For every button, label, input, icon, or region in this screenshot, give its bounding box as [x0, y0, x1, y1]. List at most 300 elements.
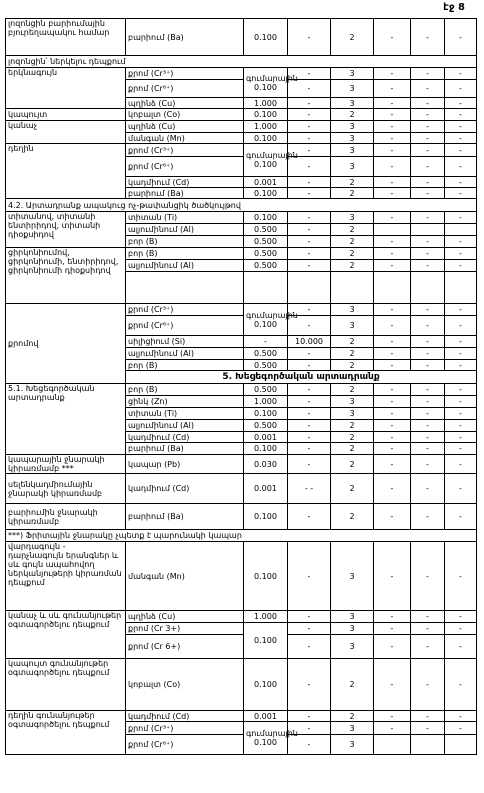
table-cell	[411, 272, 445, 304]
table-cell: ալյումինում (Al)	[126, 224, 244, 236]
table-cell: կապույտ գունանյութեր օգտագործելու դեպքում	[6, 659, 126, 711]
table-cell: տիտան (Ti)	[126, 212, 244, 224]
table-cell: -	[288, 177, 331, 188]
table-cell: -	[411, 157, 445, 177]
table-cell: -	[374, 144, 411, 157]
table-row	[6, 199, 477, 212]
table-cell: -	[445, 504, 477, 530]
table-cell: -	[288, 623, 331, 635]
table-cell: -	[374, 177, 411, 188]
table-cell: 2	[331, 188, 374, 199]
table-row	[6, 530, 477, 542]
table-cell: -	[411, 98, 445, 109]
table-cell: բարիում (Ba)	[126, 443, 244, 455]
table-cell: -	[411, 443, 445, 455]
table-row	[6, 384, 477, 396]
table-cell: -	[374, 711, 411, 722]
table-cell: -	[445, 474, 477, 504]
table-cell: 2	[331, 504, 374, 530]
table-cell: -	[288, 248, 331, 260]
table-cell: -	[445, 443, 477, 455]
table-row	[6, 304, 477, 316]
table-row	[6, 56, 477, 68]
table-cell: -	[445, 611, 477, 623]
table-cell: կադմիում (Cd)	[126, 177, 244, 188]
table-cell: -	[288, 98, 331, 109]
table-row	[6, 455, 477, 474]
table-cell: 3	[331, 396, 374, 408]
table-cell: -	[374, 188, 411, 199]
table-cell: -	[411, 144, 445, 157]
table-cell: -	[411, 623, 445, 635]
table-cell: 0.001	[244, 177, 288, 188]
table-cell: -	[374, 316, 411, 336]
table-cell: 3	[331, 623, 374, 635]
table-cell: -	[411, 504, 445, 530]
table-cell: 2	[331, 659, 374, 711]
table-cell: -	[374, 19, 411, 56]
table-cell: -	[411, 455, 445, 474]
table-cell: -	[445, 80, 477, 98]
table-cell: 2	[331, 348, 374, 360]
table-cell: -	[411, 248, 445, 260]
table-cell: 2	[331, 236, 374, 248]
table-cell: -	[445, 304, 477, 316]
table-cell	[411, 735, 445, 755]
table-cell: 0.500	[244, 348, 288, 360]
table-cell: 2	[331, 711, 374, 722]
table-cell: -	[374, 212, 411, 224]
table-cell: -	[445, 623, 477, 635]
table-cell: 0.500	[244, 384, 288, 396]
table-cell: -	[374, 348, 411, 360]
table-cell: 0.100	[244, 504, 288, 530]
table-cell: -	[374, 80, 411, 98]
table-cell: -	[288, 236, 331, 248]
table-cell: -	[374, 336, 411, 348]
table-cell: կանաչ և սև գունանյութեր օգտագործելու դեպքում	[6, 611, 126, 659]
table-cell: կապարային ջնարակի կիրառմամբ ***	[6, 455, 126, 474]
table-cell: 2	[331, 19, 374, 56]
table-cell: -	[411, 316, 445, 336]
table-row	[6, 144, 477, 157]
table-cell: -	[445, 455, 477, 474]
table-cell: -	[374, 635, 411, 659]
table-cell	[331, 272, 374, 304]
table-cell: 3	[331, 157, 374, 177]
table-cell: քրոմ (Cr⁶⁺)	[126, 157, 244, 177]
table-row	[6, 659, 477, 711]
table-cell: կապար (Pb)	[126, 455, 244, 474]
table-cell: 3	[331, 611, 374, 623]
table-cell: կադմիում (Cd)	[126, 711, 244, 722]
table-cell: տիտան (Ti)	[126, 408, 244, 420]
table-cell: 3	[331, 735, 374, 755]
table-cell: -	[374, 68, 411, 80]
table-cell: -	[445, 722, 477, 735]
table-cell: գումարային 0.100	[244, 304, 288, 336]
table-cell: վարդագույն - դարչնագույն երանգներ և սև գույն ապահովող ներկանյութերի կիրառման դեպքում	[6, 542, 126, 611]
table-cell: լոզոնցին բարիումային բյուրեղապակու համար	[6, 19, 126, 56]
table-cell: -	[374, 304, 411, 316]
table-cell: -	[288, 121, 331, 133]
table-cell: պղինձ (Cu)	[126, 611, 244, 623]
table-cell: -	[411, 68, 445, 80]
table-cell: գումարային 0.100	[244, 722, 288, 755]
table-cell: բարիում (Ba)	[126, 188, 244, 199]
table-cell: -	[288, 316, 331, 336]
table-cell: ցինկ (Zn)	[126, 396, 244, 408]
table-cell: 0.500	[244, 224, 288, 236]
table-cell: -	[288, 504, 331, 530]
table-cell: մանգան (Mn)	[126, 542, 244, 611]
table-cell: դեղին գունանյութեր օգտագործելու դեպքում	[6, 711, 126, 755]
table-cell: -	[411, 722, 445, 735]
table-cell: 2	[331, 360, 374, 371]
table-row	[6, 611, 477, 623]
table-cell: -	[445, 68, 477, 80]
table-row	[6, 711, 477, 722]
table-cell: 3	[331, 635, 374, 659]
table-cell: -	[288, 408, 331, 420]
table-cell: 2	[331, 177, 374, 188]
table-cell: 0.500	[244, 360, 288, 371]
table-cell: -	[445, 144, 477, 157]
table-cell: -	[288, 133, 331, 144]
table-cell: -	[445, 177, 477, 188]
table-cell: 0.100	[244, 443, 288, 455]
table-cell: ալյումինում (Al)	[126, 420, 244, 432]
table-cell	[374, 272, 411, 304]
table-cell: -	[374, 420, 411, 432]
table-cell: ցիրկոնիումով, ցիրկոնիումի, ենտիրիդով, ցիրկոնիումի դիօքսիդով	[6, 248, 126, 304]
table-cell: 3	[331, 121, 374, 133]
table-cell: -	[288, 348, 331, 360]
table-cell: քրոմով	[6, 304, 126, 384]
table-row	[6, 121, 477, 133]
table-cell: -	[411, 360, 445, 371]
table-cell: 3	[331, 133, 374, 144]
table-row	[6, 212, 477, 224]
table-cell	[374, 224, 411, 236]
table-cell: -	[411, 432, 445, 443]
table-cell: 0.100	[244, 542, 288, 611]
table-cell: -	[288, 144, 331, 157]
table-row	[6, 68, 477, 80]
table-cell: -	[445, 248, 477, 260]
table-cell: 3	[331, 98, 374, 109]
table-cell: 0.500	[244, 248, 288, 260]
table-cell	[445, 272, 477, 304]
table-cell: -	[411, 188, 445, 199]
table-cell: քրոմ (Cr³⁺)	[126, 68, 244, 80]
table-cell: -	[374, 611, 411, 623]
table-cell: -	[411, 474, 445, 504]
table-cell: -	[374, 121, 411, 133]
table-cell: -	[244, 336, 288, 348]
table-cell: բոր (B)	[126, 236, 244, 248]
table-cell: ալյումինում (Al)	[126, 260, 244, 272]
table-cell: -	[411, 659, 445, 711]
table-cell: -	[445, 384, 477, 396]
table-cell: -	[374, 722, 411, 735]
table-cell: -	[288, 722, 331, 735]
table-cell: -	[288, 443, 331, 455]
table-cell: -	[288, 542, 331, 611]
table-cell: 3	[331, 212, 374, 224]
table-cell: -	[374, 260, 411, 272]
table-cell: -	[288, 157, 331, 177]
table-cell: -	[374, 396, 411, 408]
table-cell: լոզոնցին՝ ներկելու դեպքում	[6, 56, 477, 68]
table-cell: քրոմ (Cr⁶⁺)	[126, 316, 244, 336]
table-cell: -	[288, 711, 331, 722]
table-row	[6, 504, 477, 530]
table-cell: -	[445, 236, 477, 248]
table-cell: -	[288, 611, 331, 623]
table-cell: -	[374, 432, 411, 443]
page-number: էջ 8	[443, 2, 465, 13]
table-cell: -	[411, 408, 445, 420]
table-cell: -	[411, 384, 445, 396]
table-cell: կոբալտ (Co)	[126, 109, 244, 121]
table-row	[6, 248, 477, 260]
table-cell: գումարային 0.100	[244, 68, 288, 98]
table-cell: -	[288, 384, 331, 396]
table-cell: պղինձ (Cu)	[126, 98, 244, 109]
table-cell: -	[288, 68, 331, 80]
table-cell: -	[288, 396, 331, 408]
table-cell: -	[288, 659, 331, 711]
table-cell: -	[411, 711, 445, 722]
table-cell: -	[445, 432, 477, 443]
table-cell: -	[411, 396, 445, 408]
table-cell: -	[445, 336, 477, 348]
table-cell: - -	[288, 474, 331, 504]
table-cell: -	[374, 360, 411, 371]
table-cell: -	[445, 121, 477, 133]
table-cell: -	[374, 542, 411, 611]
table-cell: կադմիում (Cd)	[126, 474, 244, 504]
table-cell: -	[445, 260, 477, 272]
table-cell	[445, 735, 477, 755]
table-cell: 1.000	[244, 98, 288, 109]
table-body	[6, 19, 477, 755]
table-cell: 0.500	[244, 420, 288, 432]
table-cell: 2	[331, 248, 374, 260]
hygiene-requirements-table	[5, 18, 477, 755]
table-cell: 2	[331, 336, 374, 348]
table-cell: քրոմ (Cr⁶⁺)	[126, 80, 244, 98]
table-cell: -	[411, 80, 445, 98]
table-cell: քրոմ (Cr 6+)	[126, 635, 244, 659]
table-cell: -	[288, 212, 331, 224]
table-cell	[411, 224, 445, 236]
table-cell: 3	[331, 144, 374, 157]
table-cell: 0.100	[244, 133, 288, 144]
table-cell: -	[374, 384, 411, 396]
table-cell: բոր (B)	[126, 360, 244, 371]
table-cell: -	[445, 188, 477, 199]
table-cell: -	[374, 504, 411, 530]
table-cell: -	[411, 348, 445, 360]
table-cell: քրոմ (Cr³⁺)	[126, 144, 244, 157]
table-cell: 0.001	[244, 432, 288, 443]
table-cell: -	[374, 236, 411, 248]
table-cell: -	[411, 336, 445, 348]
table-cell: -	[411, 236, 445, 248]
table-cell: 3	[331, 316, 374, 336]
table-cell: երկնագույն	[6, 68, 126, 109]
table-cell: -	[288, 109, 331, 121]
table-cell: -	[411, 304, 445, 316]
table-cell: -	[411, 635, 445, 659]
table-cell: 3	[331, 68, 374, 80]
table-cell: -	[445, 396, 477, 408]
table-cell: բարիումին ջնարակի կիրառմամբ	[6, 504, 126, 530]
table-cell: -	[288, 19, 331, 56]
table-cell: -	[445, 360, 477, 371]
table-cell: -	[445, 408, 477, 420]
table-cell: բոր (B)	[126, 384, 244, 396]
table-cell: -	[411, 611, 445, 623]
table-cell: 3	[331, 722, 374, 735]
table-cell: -	[411, 109, 445, 121]
table-cell: -	[445, 157, 477, 177]
table-cell: դեղին	[6, 144, 126, 199]
table-cell: 2	[331, 432, 374, 443]
table-cell: -	[288, 735, 331, 755]
table-cell: -	[445, 542, 477, 611]
table-cell: քրոմ (Cr 3+)	[126, 623, 244, 635]
table-cell: 4.2. Արտադրանք ապակուց ոչ-թափանցիկ ծածկույթով	[6, 199, 477, 212]
table-cell: 5. Խեցեգործական արտադրանք	[126, 371, 477, 384]
table-cell: -	[288, 420, 331, 432]
table-cell: -	[374, 474, 411, 504]
table-cell: -	[411, 260, 445, 272]
table-cell: -	[411, 19, 445, 56]
table-cell: 3	[331, 80, 374, 98]
table-cell	[244, 272, 288, 304]
table-cell: կապույտ	[6, 109, 126, 121]
table-cell: քրոմ (Cr⁶⁺)	[126, 735, 244, 755]
table-cell: տիտանով, տիտանի ենտիրիդով, տիտանի դիօքսիդով	[6, 212, 126, 248]
table-cell: 5.1. Խեցեգործական արտադրանք	[6, 384, 126, 455]
table-cell: -	[374, 455, 411, 474]
table-cell: -	[374, 623, 411, 635]
table-cell: -	[411, 177, 445, 188]
table-cell: -	[445, 420, 477, 432]
table-cell: -	[288, 224, 331, 236]
table-cell: 0.500	[244, 236, 288, 248]
table-row	[6, 542, 477, 611]
table-cell: -	[288, 635, 331, 659]
table-cell: 2	[331, 384, 374, 396]
table-cell: -	[288, 80, 331, 98]
table-row	[6, 474, 477, 504]
table-cell: -	[445, 316, 477, 336]
table-cell: -	[411, 542, 445, 611]
table-cell: -	[374, 443, 411, 455]
table-cell: -	[374, 157, 411, 177]
table-cell	[126, 272, 244, 304]
table-cell: -	[288, 304, 331, 316]
table-cell: 3	[331, 542, 374, 611]
table-cell: 10.000	[288, 336, 331, 348]
table-cell: -	[288, 455, 331, 474]
table-row	[6, 109, 477, 121]
table-cell: 1.000	[244, 121, 288, 133]
table-cell: 2	[331, 224, 374, 236]
table-cell: -	[445, 659, 477, 711]
table-cell: կանաչ	[6, 121, 126, 144]
table-cell: պղինձ (Cu)	[126, 121, 244, 133]
table-cell: բարիում (Ba)	[126, 504, 244, 530]
table-cell: -	[374, 248, 411, 260]
table-cell: ալյումինում (Al)	[126, 348, 244, 360]
table-cell: -	[411, 133, 445, 144]
table-cell: -	[288, 188, 331, 199]
table-cell: 2	[331, 474, 374, 504]
table-cell: -	[445, 109, 477, 121]
table-cell: քրոմ (Cr³⁺)	[126, 304, 244, 316]
table-cell: 1.000	[244, 396, 288, 408]
table-cell	[374, 735, 411, 755]
table-cell: 0.100	[244, 109, 288, 121]
table-cell: -	[411, 121, 445, 133]
table-cell: -	[445, 19, 477, 56]
table-cell: 2	[331, 260, 374, 272]
table-cell	[288, 272, 331, 304]
table-cell: 1.000	[244, 611, 288, 623]
table-cell: սիլիցիում (Si)	[126, 336, 244, 348]
table-cell: 0.500	[244, 260, 288, 272]
table-cell: մանգան (Mn)	[126, 133, 244, 144]
table-cell	[445, 224, 477, 236]
table-cell: 2	[331, 420, 374, 432]
table-cell: -	[374, 659, 411, 711]
table-cell: քրոմ (Cr³⁺)	[126, 722, 244, 735]
table-cell: 3	[331, 304, 374, 316]
table-cell: 0.100	[244, 19, 288, 56]
table-cell: գումարային 0.100	[244, 144, 288, 177]
table-cell: -	[445, 635, 477, 659]
table-cell: -	[288, 432, 331, 443]
table-cell: 0.100	[244, 623, 288, 659]
table-cell: -	[411, 212, 445, 224]
table-cell: 0.030	[244, 455, 288, 474]
table-cell: -	[445, 212, 477, 224]
table-cell: -	[288, 260, 331, 272]
table-cell: -	[374, 408, 411, 420]
table-cell: բարիում (Ba)	[126, 19, 244, 56]
table-cell: կադմիում (Cd)	[126, 432, 244, 443]
table-cell: 0.100	[244, 188, 288, 199]
table-cell: -	[374, 109, 411, 121]
table-cell: բոր (B)	[126, 248, 244, 260]
table-cell: -	[374, 98, 411, 109]
table-cell: ***) Ֆրիտային ջնարակը չպետք է պարունակի կապար	[6, 530, 477, 542]
table-cell: 2	[331, 443, 374, 455]
table-cell: 3	[331, 408, 374, 420]
table-cell: 2	[331, 109, 374, 121]
table-cell: -	[288, 360, 331, 371]
table-cell: 0.100	[244, 212, 288, 224]
table-cell: -	[445, 348, 477, 360]
table-cell: 0.100	[244, 408, 288, 420]
table-cell: 0.100	[244, 659, 288, 711]
table-cell: -	[411, 420, 445, 432]
